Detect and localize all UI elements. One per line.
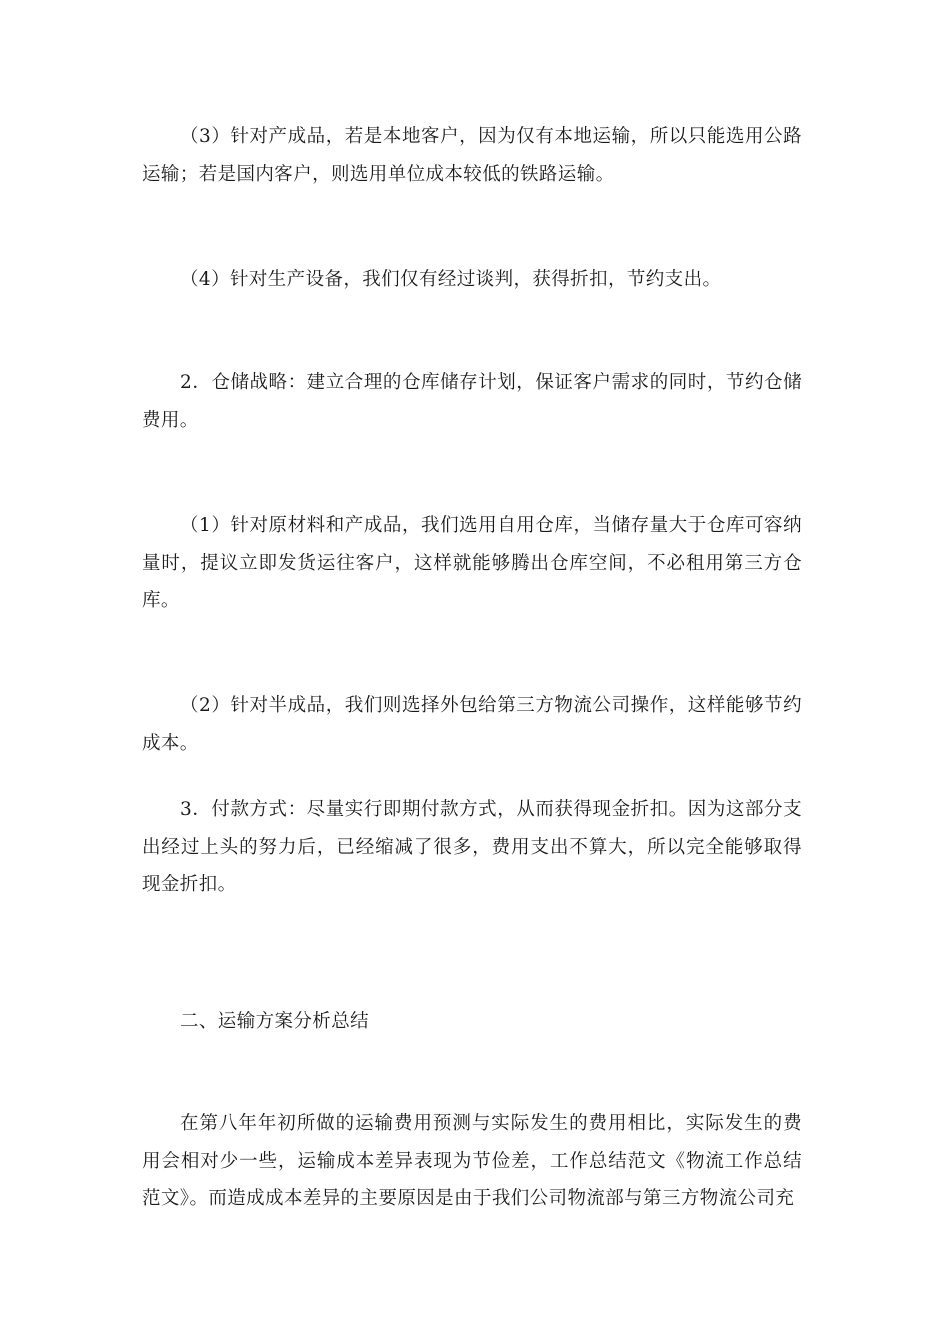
paragraph-transport-cost-analysis: 在第八年年初所做的运输费用预测与实际发生的费用相比，实际发生的费用会相对少一些，运输成本差异表现为节俭差，工作总结范文《物流工作总结范文》。而造成成本差异的主要原因是由于我们公司物流部与第三方物流公司充: [142, 1113, 802, 1209]
paragraph-finished-goods-transport: （3）针对产成品，若是本地客户，因为仅有本地运输，所以只能选用公路运输；若是国内客户，则选用单位成本较低的铁路运输。: [142, 126, 802, 185]
section-heading-transport-summary: 二、运输方案分析总结: [180, 1011, 370, 1032]
paragraph-production-equipment: （4）针对生产设备，我们仅有经过谈判，获得折扣，节约支出。: [180, 269, 722, 290]
paragraph-warehousing-strategy: 2．仓储战略：建立合理的仓库储存计划，保证客户需求的同时，节约仓储费用。: [142, 372, 802, 431]
paragraph-semi-finished-outsourcing: （2）针对半成品，我们则选择外包给第三方物流公司操作，这样能够节约成本。: [142, 695, 802, 754]
paragraph-payment-method: 3．付款方式：尽量实行即期付款方式，从而获得现金折扣。因为这部分支出经过上头的努力后，已经缩减了很多，费用支出不算大，所以完全能够取得现金折扣。: [142, 799, 802, 895]
paragraph-raw-materials-warehouse: （1）针对原材料和产成品，我们选用自用仓库，当储存量大于仓库可容纳量时，提议立即发货运往客户，这样就能够腾出仓库空间，不必租用第三方仓库。: [142, 515, 802, 611]
